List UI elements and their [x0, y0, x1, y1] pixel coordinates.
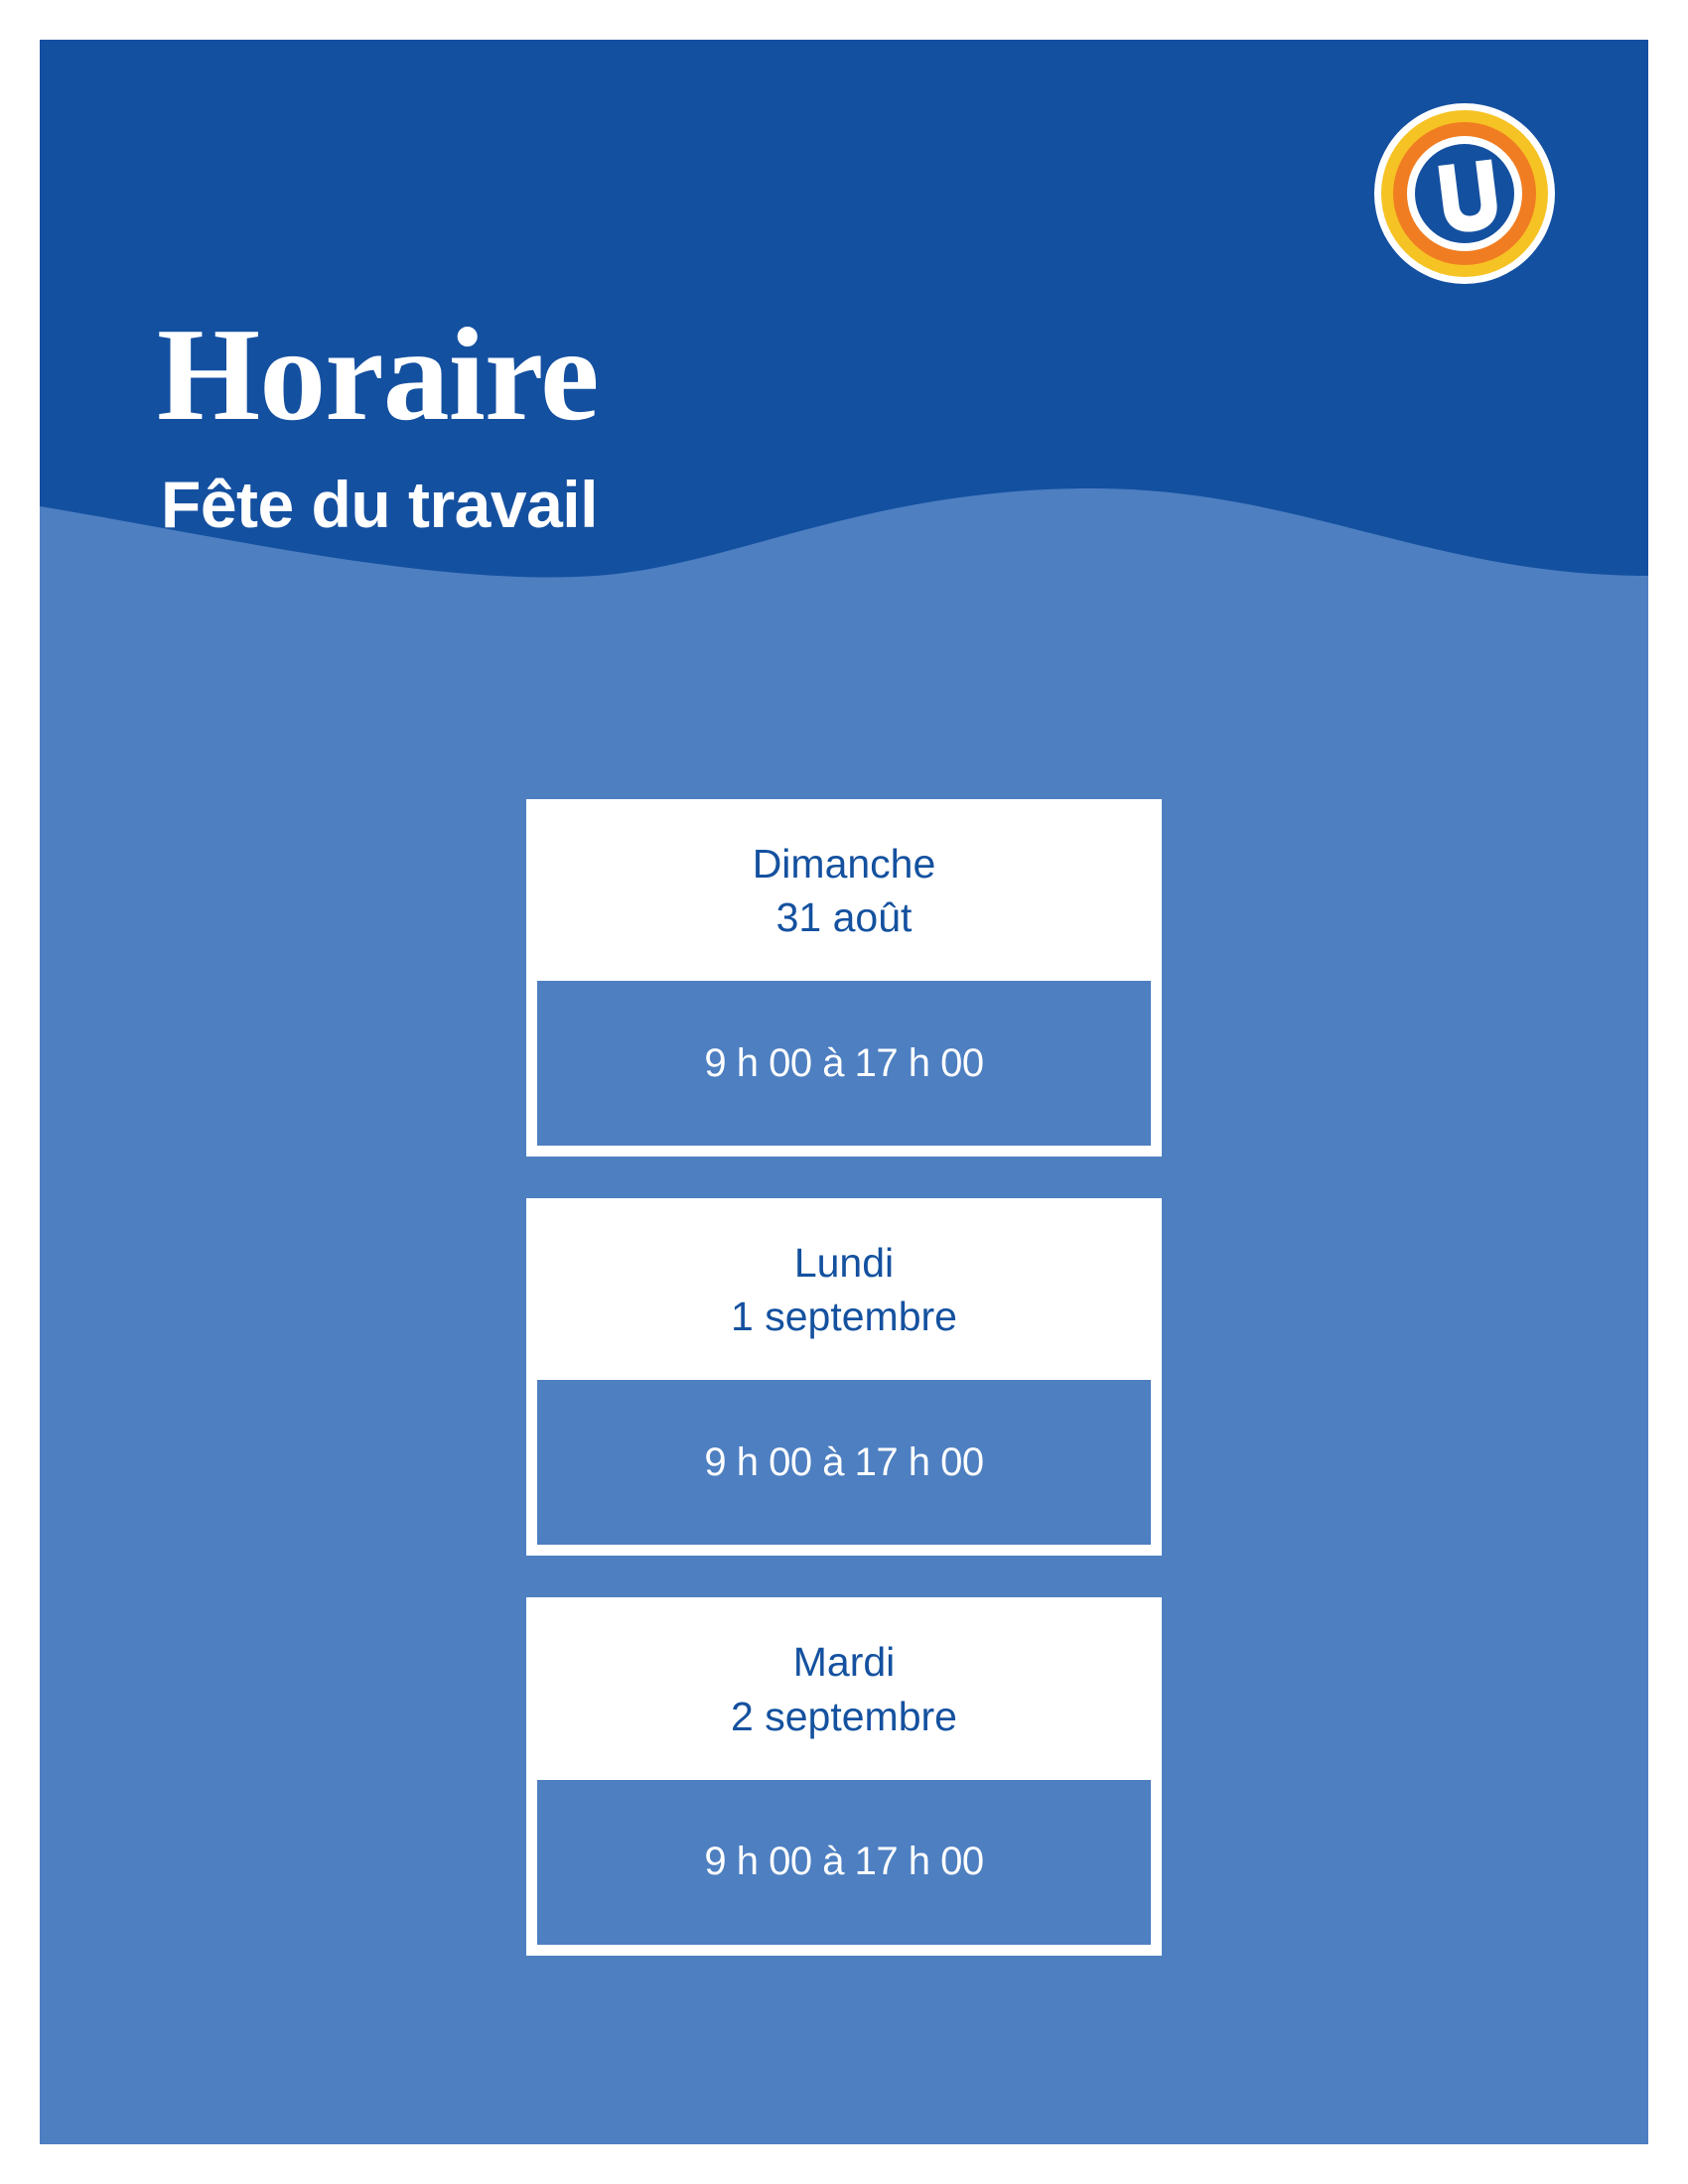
schedule-card [526, 1597, 1162, 1955]
schedule-card [526, 799, 1162, 1157]
page-subtitle: Fête du travail [161, 468, 598, 541]
schedule-day-name: Mardi [792, 1639, 896, 1686]
brand-logo-icon [1372, 101, 1557, 286]
schedule-list [40, 799, 1648, 1997]
schedule-card-hours: 9 h 00 à 17 h 00 [534, 1777, 1154, 1948]
schedule-card [526, 1198, 1162, 1556]
schedule-card-hours: 9 h 00 à 17 h 00 [534, 978, 1154, 1149]
page-title: Horaire [157, 301, 599, 448]
schedule-card-day [526, 1597, 1162, 1776]
schedule-card-day [526, 799, 1162, 978]
schedule-day-name: Lundi [793, 1240, 895, 1287]
schedule-card-day [526, 1198, 1162, 1377]
poster [40, 40, 1648, 2144]
poster-header [40, 40, 1648, 794]
schedule-day-date: 31 août [775, 894, 913, 941]
schedule-day-date: 2 septembre [731, 1693, 957, 1739]
schedule-card-hours: 9 h 00 à 17 h 00 [534, 1377, 1154, 1548]
schedule-day-date: 1 septembre [731, 1294, 957, 1340]
schedule-day-name: Dimanche [752, 841, 936, 887]
title-block [157, 301, 599, 541]
